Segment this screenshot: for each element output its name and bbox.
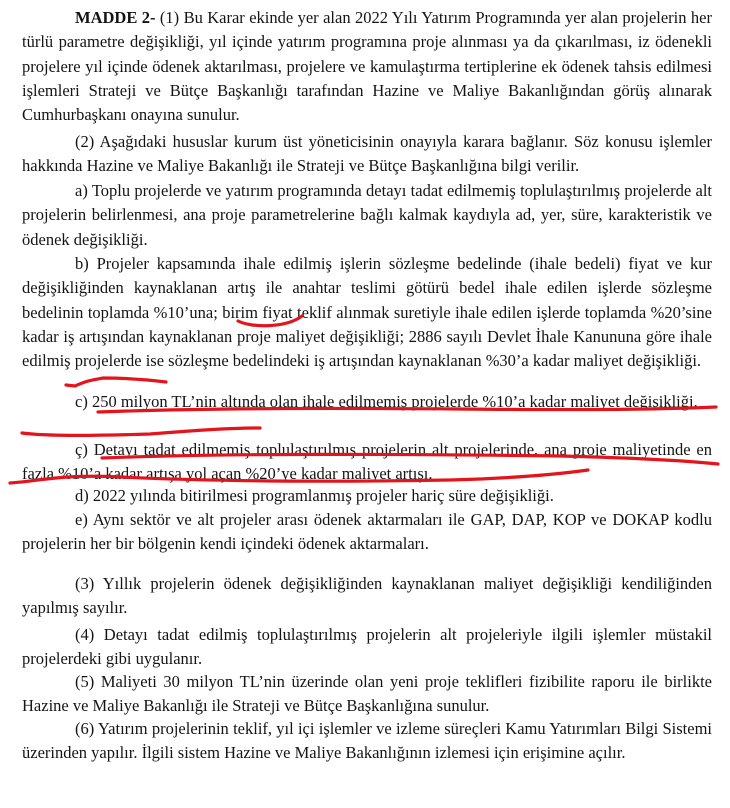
paragraph-2: (2) Aşağıdaki hususlar kurum üst yöneticisinin onayıyla karara bağlanır. Söz konusu işlemler hakkında Hazine ve Maliye Bakanlığı ile Strateji ve Bütçe Başkanlığına bilgi verilir. [22, 132, 712, 176]
article-heading: MADDE 2- [75, 8, 156, 27]
article-2-paragraph-1 [22, 6, 712, 127]
item-a: a) Toplu projelerde ve yatırım programında detayı tadat edilmemiş toplulaştırılmış projelerde alt projelerin belirlenmesi, ana proje parametrelerine bağlı kalmak kaydıyla ad, yer, süre, karakteristik ve ödenek değişikliği. [22, 181, 712, 249]
paragraph-4: (4) Detayı tadat edilmiş toplulaştırılmış projelerin alt projeleriyle ilgili işlemler müstakil projelerdeki gibi uygulanır. [22, 625, 712, 669]
paragraph-3: (3) Yıllık projelerin ödenek değişikliğinden kaynaklanan maliyet değişikliği kendiliğinden yapılmış sayılır. [22, 574, 712, 618]
item-d: d) 2022 yılında bitirilmesi programlanmış projeler hariç süre değişikliği. [75, 486, 554, 505]
item-e: e) Aynı sektör ve alt projeler arası ödenek aktarmaları ile GAP, DAP, KOP ve DOKAP kodlu projelerin her bir bölgenin kendi içindeki ödenek aktarmaları. [22, 510, 712, 554]
paragraph-6: (6) Yatırım projelerinin teklif, yıl içi işlemler ve izleme süreçleri Kamu Yatırımları Bilgi Sistemi üzerinden yapılır. İlgili sistem Hazine ve Maliye Bakanlığının izlemesi için erişimine açılır. [22, 719, 712, 763]
item-b: b) Projeler kapsamında ihale edilmiş işlerin sözleşme bedelinde (ihale bedeli) fiyat ve kur değişikliğinden kaynaklanan artış ile anahtar teslimi götürü bedel ihale edilen işlerde sözleşme bedelinin toplamda %10’una; birim fiyat teklif alınmak suretiyle ihale edilen işlerde toplamda %20’sine kadar iş artışından kaynaklanan proje maliyet değişikliği; 2886 sayılı Devlet İhale Kanununa göre ihale edilmiş projelerde ise sözleşme bedelindeki iş artışından kaynaklanan %30’a kadar maliyet değişikliği. [22, 254, 712, 371]
paragraph-5: (5) Maliyeti 30 milyon TL’nin üzerinde olan yeni proje teklifleri fizibilite raporu ile birlikte Hazine ve Maliye Bakanlığı ile Strateji ve Bütçe Başkanlığına sunulur. [22, 672, 712, 716]
item-c: c) 250 milyon TL’nin altında olan ihale edilmemiş projelerde %10’a kadar maliyet değişikliği. [75, 392, 698, 411]
item-cc: ç) Detayı tadat edilmemiş toplulaştırılmış projelerin alt projelerinde, ana proje maliyetinde en fazla %10’a kadar artışa yol açan %20’ye kadar maliyet artışı. [22, 440, 712, 484]
paragraph-text: (1) Bu Karar ekinde yer alan 2022 Yılı Yatırım Programında yer alan projelerin her türlü parametre değişikliği, yıl içinde yatırım programına proje alınması ya da çıkarılması, iz ödenekli projelere yıl içinde ödenek aktarılması, projelere ve kamulaştırma tertiplerine ek ödenek tahsis edilmesi işlemleri Strateji ve Bütçe Başkanlığı tarafından Hazine ve Maliye Bakanlığından görüş alınarak Cumhurbaşkanı onayına sunulur. [22, 8, 712, 125]
